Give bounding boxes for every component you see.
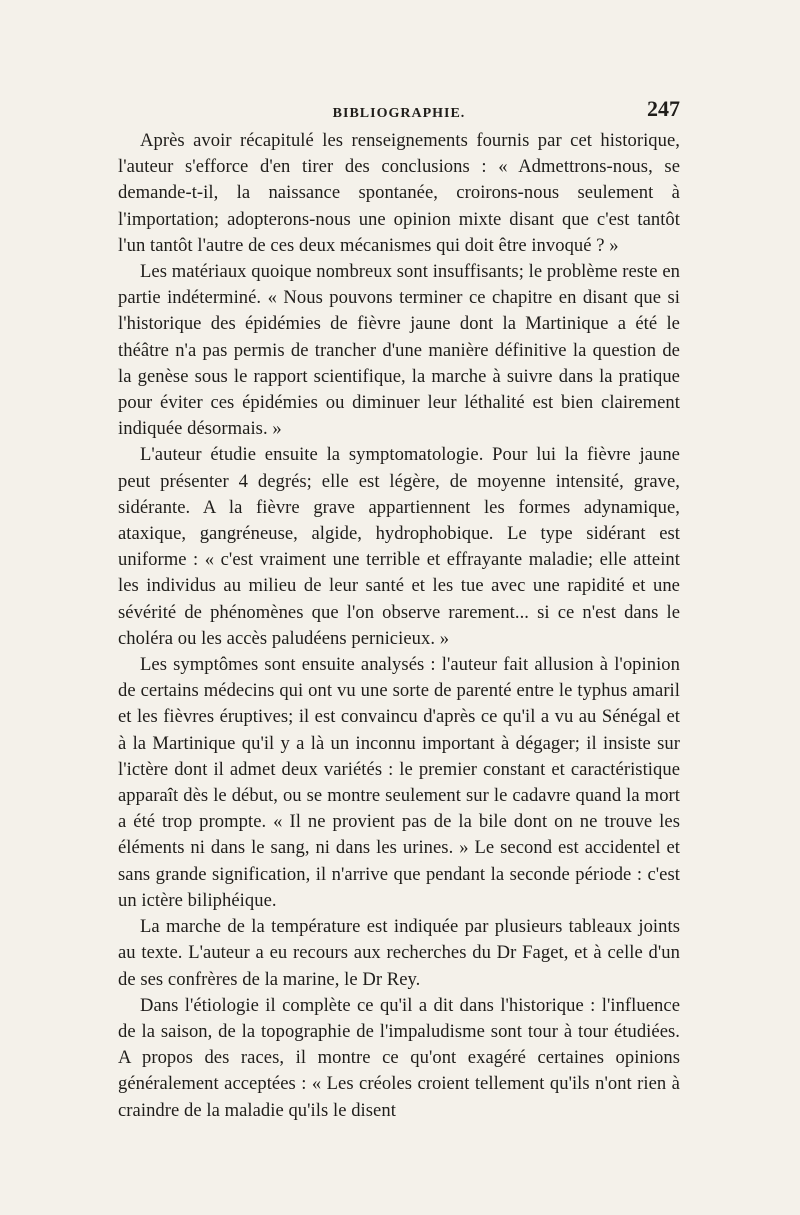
running-head: BIBLIOGRAPHIE.	[332, 106, 466, 121]
paragraph-etiologie: Dans l'étiologie il complète ce qu'il a dit dans l'historique : l'influence de la saison, de la topographie de l'impaludisme sont tour à tour étudiées. A propos des races, il montre ce qu'ont exagéré certaines opinions généralement acceptées : « Les créoles croient tellement qu'ils n'ont rien à craindre de la maladie qu'ils le disent	[118, 994, 680, 1121]
paragraph-symptomatologie: L'auteur étudie ensuite la symptomatologie. Pour lui la fièvre jaune peut présenter 4 degrés; elle est légère, de moyenne intensité, grave, sidérante. A la fièvre grave appartiennent les formes adynamique, ataxique, gangréneuse, algide, hydrophobique. Le type sidérant est uniforme : « c'est vraiment une terrible et effrayante maladie; elle atteint les individus au milieu de leur santé et les tue avec une rapidité et une sévérité de phénomènes que l'on observe rarement... si ce n'est dans le choléra ou les accès paludéens pernicieux. »	[118, 444, 680, 649]
paragraph-materiaux: Les matériaux quoique nombreux sont insuffisants; le problème reste en partie indéterminé. « Nous pouvons terminer ce chapitre en disant que si l'historique des épidémies de fièvre jaune dont la Martinique a été le théâtre n'a pas permis de trancher d'une manière définitive la question de la genèse sous le rapport scientifique, la marche à suivre dans la pratique pour éviter ces épidémies ou diminuer leur léthalité est bien clairement indiquée désormais. »	[118, 261, 680, 440]
paragraph-historique-conclusions: Après avoir récapitulé les renseignements fournis par cet historique, l'auteur s'efforce d'en tirer des conclusions : « Admettrons-nous, se demande-t-il, la naissance spontanée, croirons-nous seulement à l'importation; adopterons-nous une opinion mixte disant que c'est tantôt l'un tantôt l'autre de ces deux mécanismes qui doit être invoqué ? »	[118, 130, 680, 256]
page-number: 247	[647, 96, 680, 121]
paragraph-temperature: La marche de la température est indiquée par plusieurs tableaux joints au texte. L'auteur a eu recours aux recherches du Dr Faget, et à celle d'un de ses confrères de la marine, le Dr Rey.	[118, 916, 680, 990]
page-body	[118, 128, 680, 1124]
page-header	[118, 96, 680, 132]
paragraph-symptomes: Les symptômes sont ensuite analysés : l'auteur fait allusion à l'opinion de certains médecins qui ont vu une sorte de parenté entre le typhus amaril et les fièvres éruptives; il est convaincu d'après ce qu'il a vu au Sénégal et à la Martinique qu'il y a là un inconnu important à dégager; il insiste sur l'ictère dont il admet deux variétés : le premier constant et caractéristique apparaît dès le début, ou se montre seulement sur le cadavre quand la mort a été trop prompte. « Il ne provient pas de la bile dont on ne trouve les éléments ni dans le sang, ni dans les urines. » Le second est accidentel et sans grande signification, il n'arrive que pendant la seconde période : c'est un ictère biliphéique.	[118, 654, 680, 911]
